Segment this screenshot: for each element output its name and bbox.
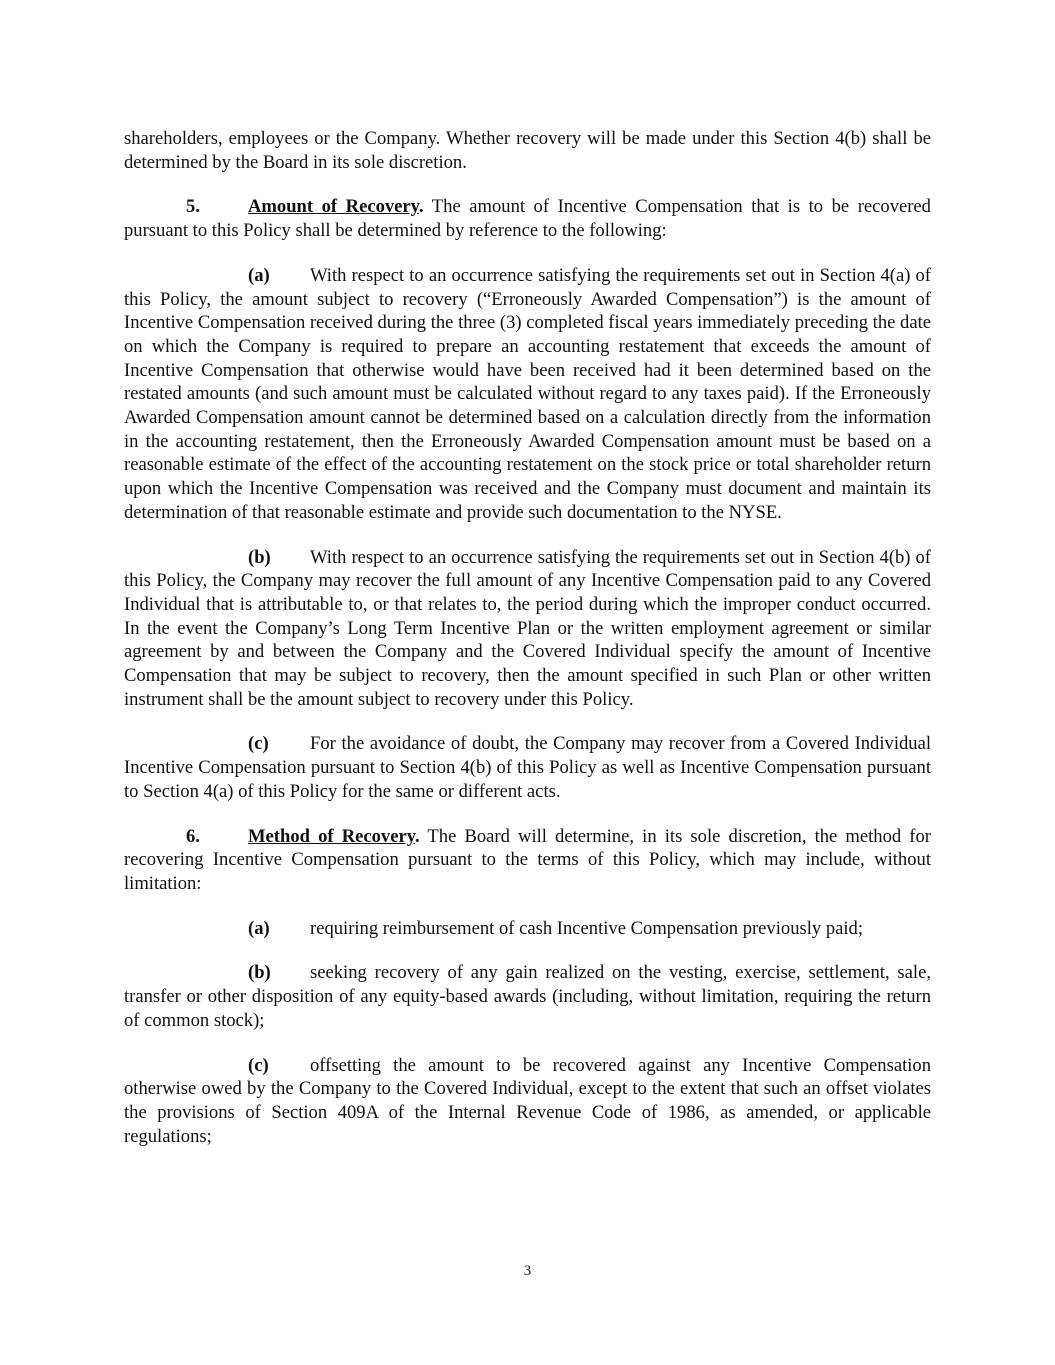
section-5-item-c-label: (c)	[248, 733, 269, 755]
section-6-item-a	[124, 917, 931, 941]
section-5-item-a-text: With respect to an occurrence satisfying the requirements set out in Section 4(a) of this Policy, the amount subject to recovery (“Erroneously Awarded Compensation”) is the amount of Incentive Compensation received during the three (3) completed fiscal years immediately preceding the date on which the Company is required to prepare an accounting restatement that exceeds the amount of Incentive Compensation that otherwise would have been received had it been determined based on the restated amounts (and such amount must be calculated without regard to any taxes paid). If the Erroneously Awarded Compensation amount cannot be determined based on a calculation directly from the information in the accounting restatement, then the Erroneously Awarded Compensation amount must be based on a reasonable estimate of the effect of the accounting restatement on the stock price or total shareholder return upon which the Incentive Compensation was received and the Company must document and maintain its determination of that reasonable estimate and provide such documentation to the NYSE.	[124, 264, 931, 523]
document-page	[124, 127, 931, 1148]
section-5-item-b-label: (b)	[248, 546, 271, 568]
section-6-number: 6.	[186, 825, 200, 847]
section-6-paragraph	[124, 825, 931, 896]
section-6-item-a-text: requiring reimbursement of cash Incentive Compensation previously paid;	[310, 917, 864, 939]
section-5-item-b	[124, 546, 931, 712]
section-6-heading-punct: .	[415, 825, 420, 847]
section-5-number: 5.	[186, 196, 200, 218]
section-5-heading: Amount of Recovery	[248, 196, 419, 218]
section-5-item-a-label: (a)	[248, 264, 270, 286]
section-5-paragraph	[124, 195, 931, 242]
section-6-item-b	[124, 961, 931, 1032]
intro-paragraph	[124, 127, 931, 174]
section-6-item-c-label: (c)	[248, 1054, 269, 1076]
section-6-item-b-label: (b)	[248, 962, 271, 984]
intro-text: shareholders, employees or the Company. Whether recovery will be made under this Section 4(b) shall be determined by the Board in its sole discretion.	[124, 128, 931, 173]
section-5-item-c	[124, 732, 931, 803]
section-5-text: The amount of Incentive Compensation that is to be recovered pursuant to this Policy shall be determined by reference to the following:	[124, 196, 931, 242]
section-6-item-c-text: offsetting the amount to be recovered against any Incentive Compensation otherwise owed by the Company to the Covered Individual, except to the extent that such an offset violates the provisions of Section 409A of the Internal Revenue Code of 1986, as amended, or applicable regulations;	[124, 1054, 931, 1147]
section-6-item-a-label: (a)	[248, 917, 270, 939]
page-number: 3	[523, 1263, 532, 1279]
section-6-item-c	[124, 1054, 931, 1149]
section-5-heading-punct: .	[418, 196, 424, 218]
section-5-item-c-text: For the avoidance of doubt, the Company may recover from a Covered Individual Incentive Compensation pursuant to Section 4(b) of this Policy as well as Incentive Compensation pursuant to Section 4(a) of this Policy for the same or different acts.	[124, 733, 931, 802]
section-5-item-a	[124, 264, 931, 525]
section-6-text: The Board will determine, in its sole discretion, the method for recovering Incentive Compensation pursuant to the terms of this Policy, which may include, without limitation:	[124, 825, 931, 894]
section-6-item-b-text: seeking recovery of any gain realized on the vesting, exercise, settlement, sale, transfer or other disposition of any equity-based awards (including, without limitation, requiring the return of common stock);	[124, 962, 931, 1031]
section-5-item-b-text: With respect to an occurrence satisfying the requirements set out in Section 4(b) of this Policy, the Company may recover the full amount of any Incentive Compensation paid to any Covered Individual that is attributable to, or that relates to, the period during which the improper conduct occurred. In the event the Company’s Long Term Incentive Plan or the written employment agreement or similar agreement by and between the Company and the Covered Individual specify the amount of Incentive Compensation that may be subject to recovery, then the amount specified in such Plan or other written instrument shall be the amount subject to recovery under this Policy.	[124, 546, 931, 710]
section-6-heading: Method of Recovery	[248, 825, 415, 847]
